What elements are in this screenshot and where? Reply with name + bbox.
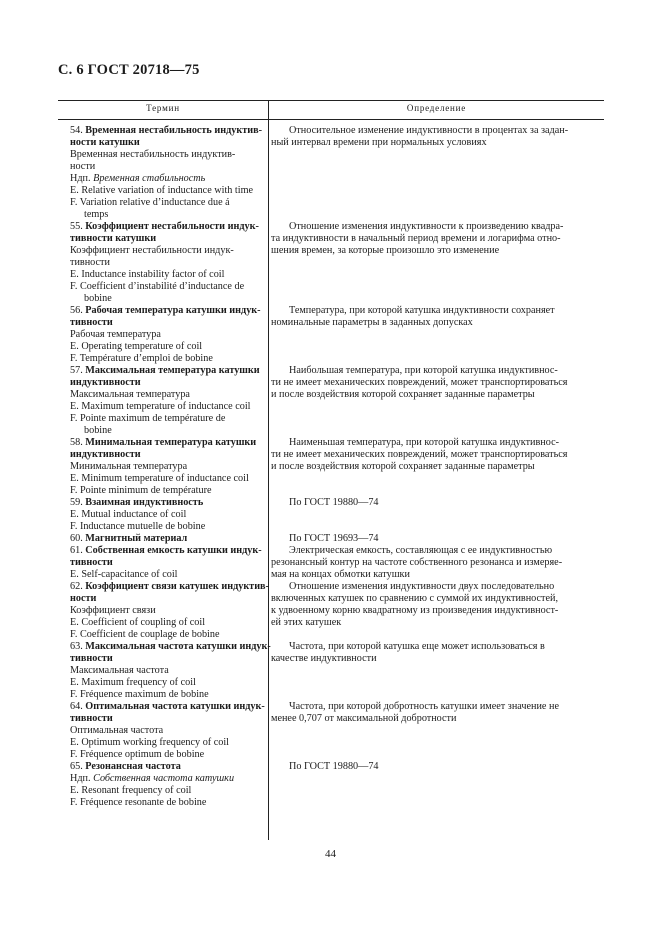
definition-line: По ГОСТ 19693—74 (289, 533, 379, 544)
term-line: Коэффициент связи (70, 605, 156, 616)
column-header-term: Термин (146, 103, 180, 113)
term-line: 64. Оптимальная частота катушки индук- (70, 701, 265, 712)
term-line: тивности (70, 653, 113, 664)
term-line: 57. Максимальная температура катушки (70, 365, 260, 376)
term-line: F. Pointe maximum de température de (70, 413, 226, 424)
term-line: E. Maximum frequency of coil (70, 677, 196, 688)
term-line: тивности (70, 257, 110, 268)
definition-line: Частота, при которой добротность катушки имеет значение не (289, 701, 559, 712)
definition-line: Относительное изменение индуктивности в процентах за задан- (289, 125, 569, 136)
term-line: тивности (70, 317, 113, 328)
term-line: bobine (84, 425, 112, 436)
term-line: Коэффициент нестабильности индук- (70, 245, 234, 256)
term-line: E. Inductance instability factor of coil (70, 269, 225, 280)
term-line: F. Inductance mutuelle de bobine (70, 521, 206, 532)
term-line: 58. Минимальная температура катушки (70, 437, 257, 448)
definition-line: та индуктивности в начальный период времени и логарифма отно- (271, 233, 561, 244)
definition-line: и после воздействия которой сохраняет заданные параметры (271, 389, 535, 400)
definition-line: По ГОСТ 19880—74 (289, 761, 379, 772)
term-line: E. Optimum working frequency of coil (70, 737, 230, 748)
definition-line: Наименьшая температура, при которой катушка индуктивнос- (289, 437, 559, 448)
term-line: 63. Максимальная частота катушки индук- (70, 641, 271, 652)
definition-line: Электрическая емкость, составляющая с ее индуктивностью (289, 545, 553, 556)
term-line: F. Fréquence optimum de bobine (70, 749, 205, 760)
term-line: Ндп. Собственная частота катушки (70, 773, 235, 784)
term-line: Оптимальная частота (70, 725, 164, 736)
term-line: 56. Рабочая температура катушки индук- (70, 305, 261, 316)
term-line: bobine (84, 293, 112, 304)
term-line: ности (70, 593, 97, 604)
definition-line: Частота, при которой катушка еще может использоваться в (289, 641, 545, 652)
term-line: тивности (70, 713, 113, 724)
term-line: F. Pointe minimum de température (70, 485, 212, 496)
definition-line: к удвоенному корню квадратному из произведения индуктивност- (271, 605, 559, 616)
column-header-definition: Определение (406, 103, 467, 113)
term-line: E. Relative variation of inductance with time (70, 185, 254, 196)
term-line: F. Coefficient d’instabilité d’inductance de (70, 281, 245, 292)
definition-line: шения времен, за которые произошло это изменение (271, 245, 500, 256)
term-line: F. Fréquence maximum de bobine (70, 689, 209, 700)
term-line: 54. Временная нестабильность индуктив- (70, 125, 262, 136)
page-header: С. 6 ГОСТ 20718—75 (58, 62, 200, 78)
term-line: Временная нестабильность индуктив- (70, 149, 236, 160)
term-line: Максимальная температура (70, 389, 190, 400)
term-line: 62. Коэффициент связи катушек индуктив- (70, 581, 269, 592)
term-line: E. Operating temperature of coil (70, 341, 203, 352)
term-line: F. Coefficient de couplage de bobine (70, 629, 220, 640)
term-line: Ндп. Временная стабильность (70, 173, 206, 184)
table-header-rule (58, 119, 604, 120)
definition-line: По ГОСТ 19880—74 (289, 497, 379, 508)
term-line: Рабочая температура (70, 329, 161, 340)
definition-line: номинальные параметры в заданных допусках (271, 317, 473, 328)
term-line: ности катушки (70, 137, 140, 148)
definition-line: качестве индуктивности (271, 653, 377, 664)
term-line: E. Coefficient of coupling of coil (70, 617, 206, 628)
term-line: F. Fréquence resonante de bobine (70, 797, 207, 808)
term-line: F. Température d’emploi de bobine (70, 353, 213, 364)
term-line: 59. Взаимная индуктивность (70, 497, 204, 508)
definition-line: резонансный контур на частоте собственного резонанса и измеряе- (271, 557, 563, 568)
term-line: индуктивности (70, 377, 141, 388)
term-line: E. Mutual inductance of coil (70, 509, 187, 520)
term-line: E. Maximum temperature of inductance coil (70, 401, 251, 412)
definition-line: Отношение изменения индуктивности двух последовательно (289, 581, 555, 592)
page-number: 44 (325, 848, 336, 860)
definition-line: менее 0,707 от максимальной добротности (271, 713, 457, 724)
term-line: тивности (70, 557, 113, 568)
term-line: индуктивности (70, 449, 141, 460)
term-line: 60. Магнитный материал (70, 533, 188, 544)
definition-line: Температура, при которой катушка индуктивности сохраняет (289, 305, 555, 316)
definition-line: ти не имеет механических повреждений, может транспортироваться (271, 377, 568, 388)
term-line: тивности катушки (70, 233, 157, 244)
term-line: E. Minimum temperature of inductance coil (70, 473, 249, 484)
term-line: 65. Резонансная частота (70, 761, 181, 772)
definition-line: Отношение изменения индуктивности к произведению квадра- (289, 221, 564, 232)
definition-line: ти не имеет механических повреждений, может транспортироваться (271, 449, 568, 460)
term-line: F. Variation relative d’inductance due á (70, 197, 230, 208)
term-line: Максимальная частота (70, 665, 169, 676)
definition-line: включенных катушек по сравнению с суммой их индуктивностей, (271, 593, 558, 604)
table-top-rule (58, 100, 604, 101)
term-line: E. Self-capacitance of coil (70, 569, 178, 580)
term-line: ности (70, 161, 96, 172)
definition-line: ный интервал времени при нормальных условиях (271, 137, 487, 148)
term-line: 55. Коэффициент нестабильности индук- (70, 221, 259, 232)
term-line: E. Resonant frequency of coil (70, 785, 192, 796)
definition-line: ей этих катушек (271, 617, 342, 628)
term-line: temps (84, 209, 109, 220)
definition-line: Наибольшая температура, при которой катушка индуктивнос- (289, 365, 558, 376)
definition-line: и после воздействия которой сохраняет заданные параметры (271, 461, 535, 472)
term-line: 61. Собственная емкость катушки индук- (70, 545, 262, 556)
definition-line: мая на концах обмотки катушки (271, 569, 410, 580)
term-line: Минимальная температура (70, 461, 188, 472)
